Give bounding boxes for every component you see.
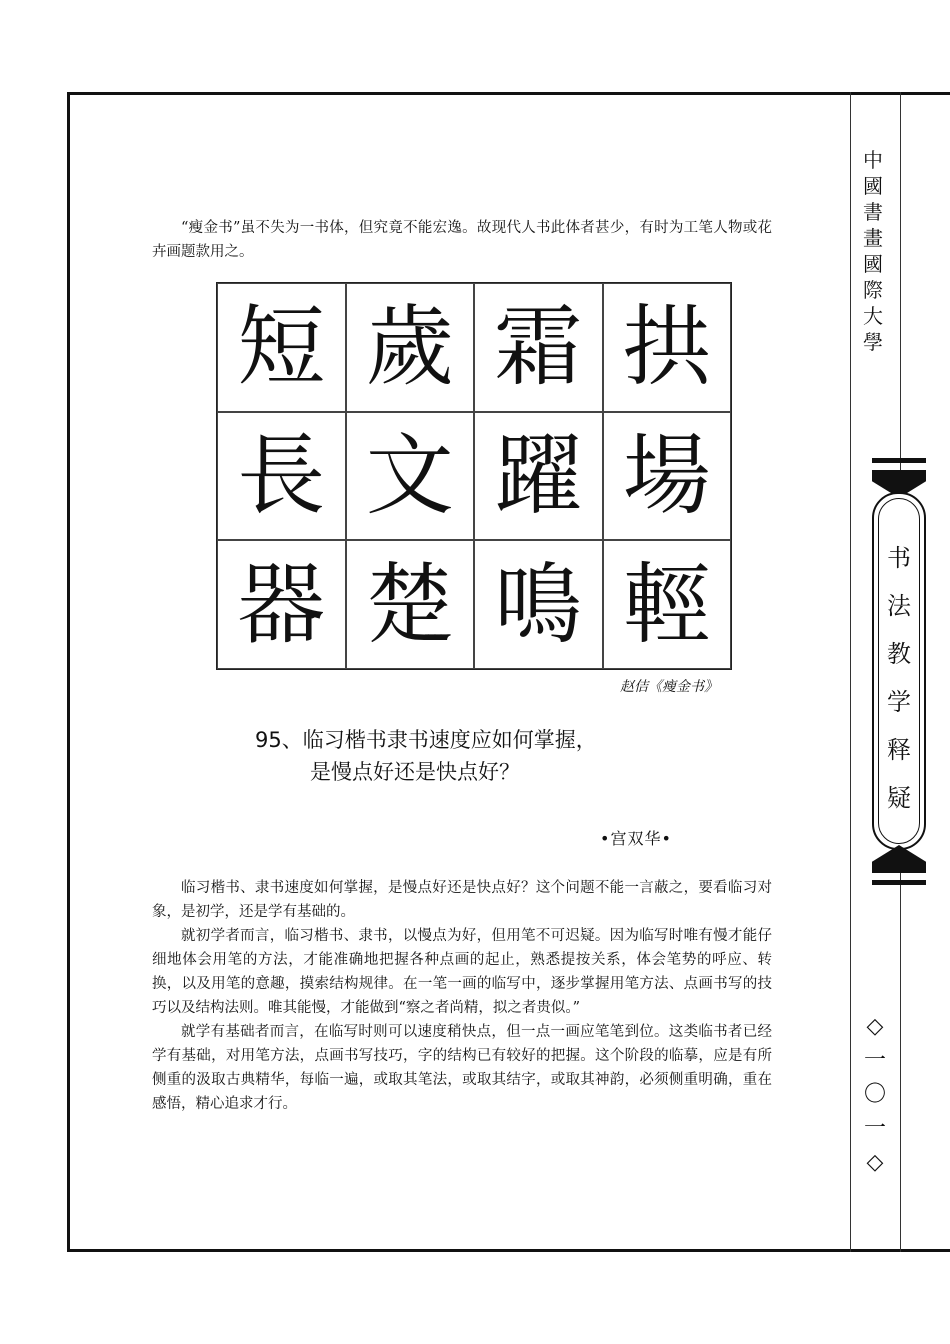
calligraphy-char: 楚 xyxy=(346,540,475,669)
figure-caption: 赵佶《瘦金书》 xyxy=(620,679,718,695)
calligraphy-char: 拱 xyxy=(603,283,732,412)
page-number: ◇ 一 〇 一 ◇ xyxy=(863,1014,886,1175)
heading-line-1: 95、临习楷书隶书速度应如何掌握， xyxy=(255,728,597,752)
calligraphy-char: 歲 xyxy=(346,283,475,412)
plaque-band-top xyxy=(872,458,926,463)
calligraphy-char: 躍 xyxy=(474,412,603,541)
calligraphy-grid xyxy=(216,282,732,670)
calligraphy-char: 輕 xyxy=(603,540,732,669)
calligraphy-char: 霜 xyxy=(474,283,603,412)
author-byline: •宫双华• xyxy=(600,829,672,848)
heading-line-2: 是慢点好还是快点好？ xyxy=(310,760,520,784)
calligraphy-char: 長 xyxy=(217,412,346,541)
intro-paragraph: “瘦金书”虽不失为一书体，但究竟不能宏逸。故现代人书此体者甚少，有时为工笔人物或花卉画题款用之。 xyxy=(152,220,772,260)
body-paragraph: 临习楷书、隶书速度如何掌握，是慢点好还是快点好？这个问题不能一言蔽之，要看临习对象，是初学，还是学有基础的。 xyxy=(152,880,772,920)
plaque-band-bottom xyxy=(872,880,926,885)
calligraphy-char: 鳴 xyxy=(474,540,603,669)
calligraphy-char: 文 xyxy=(346,412,475,541)
calligraphy-char: 場 xyxy=(603,412,732,541)
publisher-vertical-title: 中 國 書 畫 國 際 大 學 xyxy=(863,148,883,354)
body-paragraph: 就学有基础者而言，在临写时则可以速度稍快点，但一点一画应笔笔到位。这类临书者已经学有基础，对用笔方法，点画书写技巧，字的结构已有较好的把握。这个阶段的临摹，应是有所侧重的汲取古典精华，每临一遍，或取其笔法，或取其结字，或取其神韵，必须侧重明确，重在感悟，精心追求才行。 xyxy=(152,1024,772,1112)
sidebar-divider-left xyxy=(850,92,851,1252)
body-paragraph: 就初学者而言，临习楷书、隶书，以慢点为好，但用笔不可迟疑。因为临写时唯有慢才能仔细地体会用笔的方法，才能准确地把握各种点画的起止，熟悉提按关系，体会笔势的呼应、转换，以及用笔的意趣，摸索结构规律。在一笔一画的临写中，逐步掌握用笔方法、点画书写的技巧以及结构法则。唯其能慢，才能做到“察之者尚精，拟之者贵似。” xyxy=(152,928,772,1016)
calligraphy-char: 器 xyxy=(217,540,346,669)
calligraphy-char: 短 xyxy=(217,283,346,412)
book-title-plaque xyxy=(872,492,926,850)
book-title-vertical: 书 法 教 学 释 疑 xyxy=(887,544,911,812)
body-text xyxy=(152,876,772,1116)
section-heading xyxy=(255,724,597,788)
